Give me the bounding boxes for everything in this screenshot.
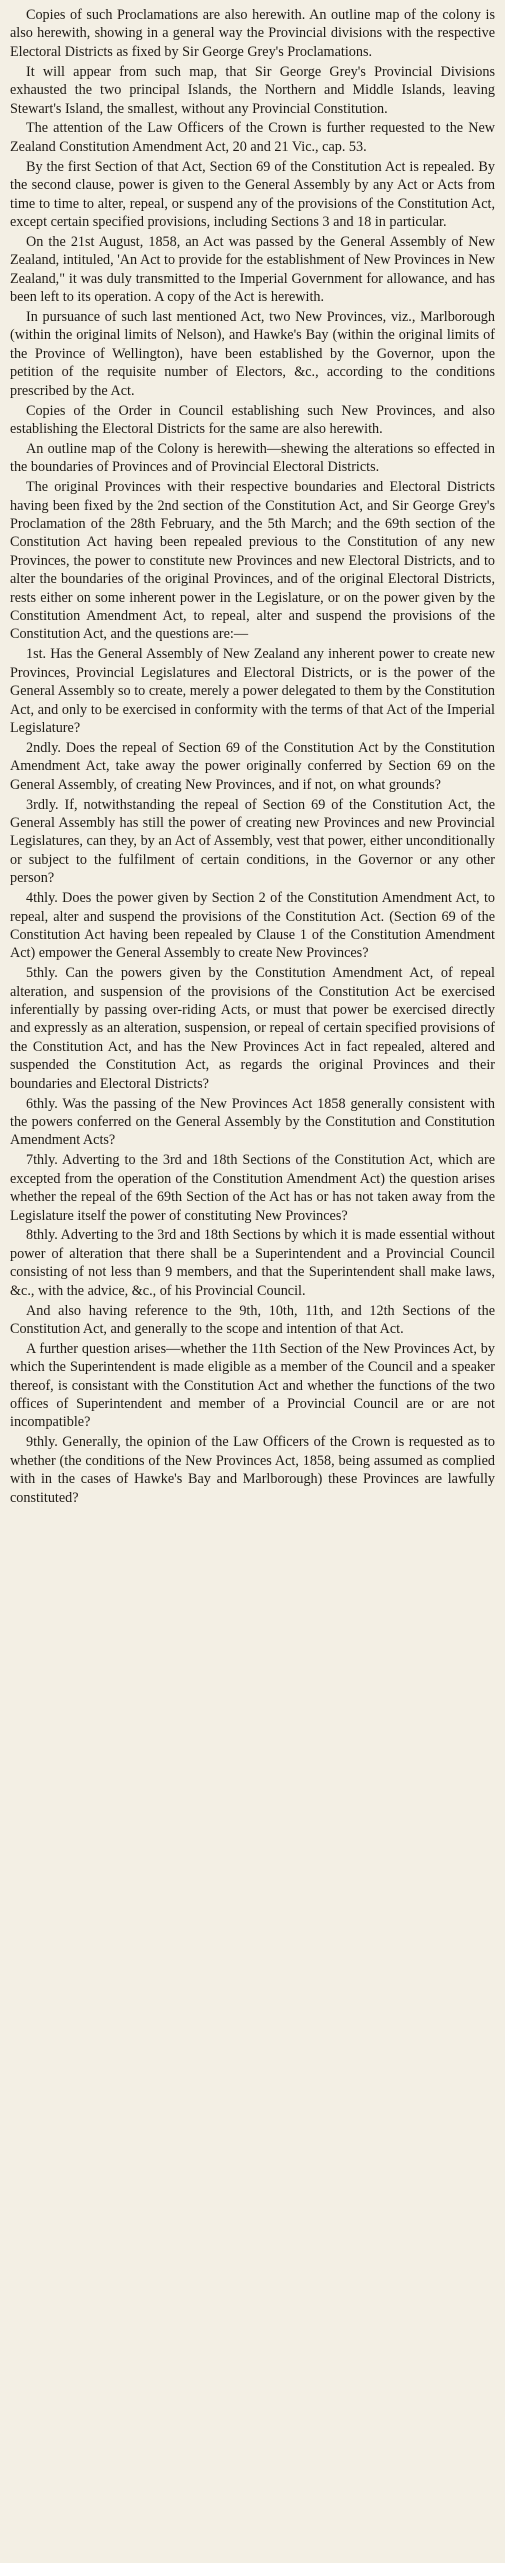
question-paragraph: 6thly. Was the passing of the New Provinces Act 1858 generally consistent with the powers conferred on the General Assembly by the Constitution and Constitution Amendment Acts? [10, 1095, 495, 1149]
question-paragraph: 4thly. Does the power given by Section 2 of the Constitution Amendment Act, to repeal, alter and suspend the provisions of the Constitution Act. (Section 69 of the Constitution Act having been repealed by Clause 1 of the Constitution Amendment Act) empower the General Assembly to create New Provinces? [10, 890, 495, 962]
paragraph: The attention of the Law Officers of the Crown is further requested to the New Zealand Constitution Amendment Act, 20 and 21 Vic., cap. 53. [10, 120, 495, 155]
paragraph: An outline map of the Colony is herewith—shewing the alterations so effected in the boundaries of Provinces and of Provincial Electoral Districts. [10, 440, 495, 476]
paragraph: It will appear from such map, that Sir George Grey's Provincial Divisions exhausted the two principal Islands, the Northern and Middle Islands, leaving Stewart's Island, the smallest, without any Provincial Constitution. [10, 63, 495, 117]
paragraph: The original Provinces with their respective boundaries and Electoral Districts having been fixed by the 2nd section of the Constitution Act, and Sir George Grey's Proclamation of the 28th February, and the 5th March; and the 69th section of the Constitution Act having been repealed previous to the Constitution of any new Provinces, the power to constitute new Provinces and new Electoral Districts, and to alter the boundaries of the original Provinces, and of the original Electoral Districts, rests either on some inherent power in the Legislature, or on the power given by the Constitution Amendment Act, to repeal, alter and suspend the provisions of the Constitution Act, and the questions are:— [10, 479, 495, 643]
question-paragraph: 1st. Has the General Assembly of New Zealand any inherent power to create new Provinces, Provincial Legislatures and Electoral Districts, or is the power of the General Assembly so to create, merely a power delegated to them by the Constitution Act, and only to be exercised in conformity with the terms of that Act of the Imperial Legislature? [10, 646, 495, 736]
paragraph: Copies of the Order in Council establishing such New Provinces, and also establishing the Electoral Districts for the same are also herewith. [10, 402, 495, 437]
paragraph: On the 21st August, 1858, an Act was passed by the General Assembly of New Zealand, intituled, 'An Act to provide for the establishment of New Provinces in New Zealand," it was duly transmitted to the Imperial Government for allowance, and has been left to its operation. A copy of the Act is herewith. [10, 233, 495, 306]
document-page [10, 0, 495, 1507]
question-paragraph: A further question arises—whether the 11th Section of the New Provinces Act, by which the Superintendent is made eligible as a member of the Council and a speaker thereof, is consistant with the Constitution Act and whether the functions of the two offices of Superintendent and member of a Provincial Council are or are not incompatible? [10, 1340, 495, 1431]
paragraph: Copies of such Proclamations are also herewith. An outline map of the colony is also herewith, showing in a general way the Provincial divisions with the respective Electoral Districts as fixed by Sir George Grey's Proclamations. [10, 7, 495, 60]
question-paragraph: 8thly. Adverting to the 3rd and 18th Sections by which it is made essential without power of alteration that there shall be a Superintendent and a Provincial Council consisting of not less than 9 members, and that the Superintendent shall make laws, &c., with the advice, &c., of his Provincial Council. [10, 1227, 495, 1299]
question-paragraph: 7thly. Adverting to the 3rd and 18th Sections of the Constitution Act, which are excepted from the operation of the Constitution Amendment Act) the question arises whether the repeal of the 69th Section of the Act has or has not taken away from the Legislature itself the power of constituting New Provinces? [10, 1152, 495, 1224]
question-paragraph: 5thly. Can the powers given by the Constitution Amendment Act, of repeal alteration, and suspension of the provisions of the Constitution Act be exercised inferentially by passing over-riding Acts, or must that power be exercised directly and expressly as an alteration, suspension, or repeal of certain specified provisions of the Constitution Act, and has the New Provinces Act in fact repealed, altered and suspended the Constitution Act, as regards the original Provinces and their boundaries and Electoral Districts? [10, 965, 495, 1092]
question-paragraph: 2ndly. Does the repeal of Section 69 of the Constitution Act by the Constitution Amendment Act, take away the power originally conferred by Section 69 on the General Assembly, of creating New Provinces, and if not, on what grounds? [10, 739, 495, 793]
paragraph: By the first Section of that Act, Section 69 of the Constitution Act is repealed. By the second clause, power is given to the General Assembly by any Act or Acts from time to time to alter, repeal, or suspend any of the provisions of the Constitution Act, except certain specified provisions, including Sections 3 and 18 in particular. [10, 158, 495, 230]
paragraph: In pursuance of such last mentioned Act, two New Provinces, viz., Marlborough (within the original limits of Nelson), and Hawke's Bay (within the original limits of the Province of Wellington), have been established by the Governor, upon the petition of the requisite number of Electors, &c., according to the conditions prescribed by the Act. [10, 309, 495, 399]
question-paragraph: And also having reference to the 9th, 10th, 11th, and 12th Sections of the Constitution Act, and generally to the scope and intention of that Act. [10, 1302, 495, 1337]
question-paragraph: 3rdly. If, notwithstanding the repeal of Section 69 of the Constitution Act, the General Assembly has still the power of creating new Provinces and new Provincial Legislatures, can they, by an Act of Assembly, vest that power, either unconditionally or subject to the fulfilment of certain conditions, in the Governor or any other person? [10, 796, 495, 887]
question-paragraph: 9thly. Generally, the opinion of the Law Officers of the Crown is requested as to whether (the conditions of the New Provinces Act, 1858, being assumed as complied with in the cases of Hawke's Bay and Marlborough) these Provinces are lawfully constituted? [10, 1434, 495, 1506]
